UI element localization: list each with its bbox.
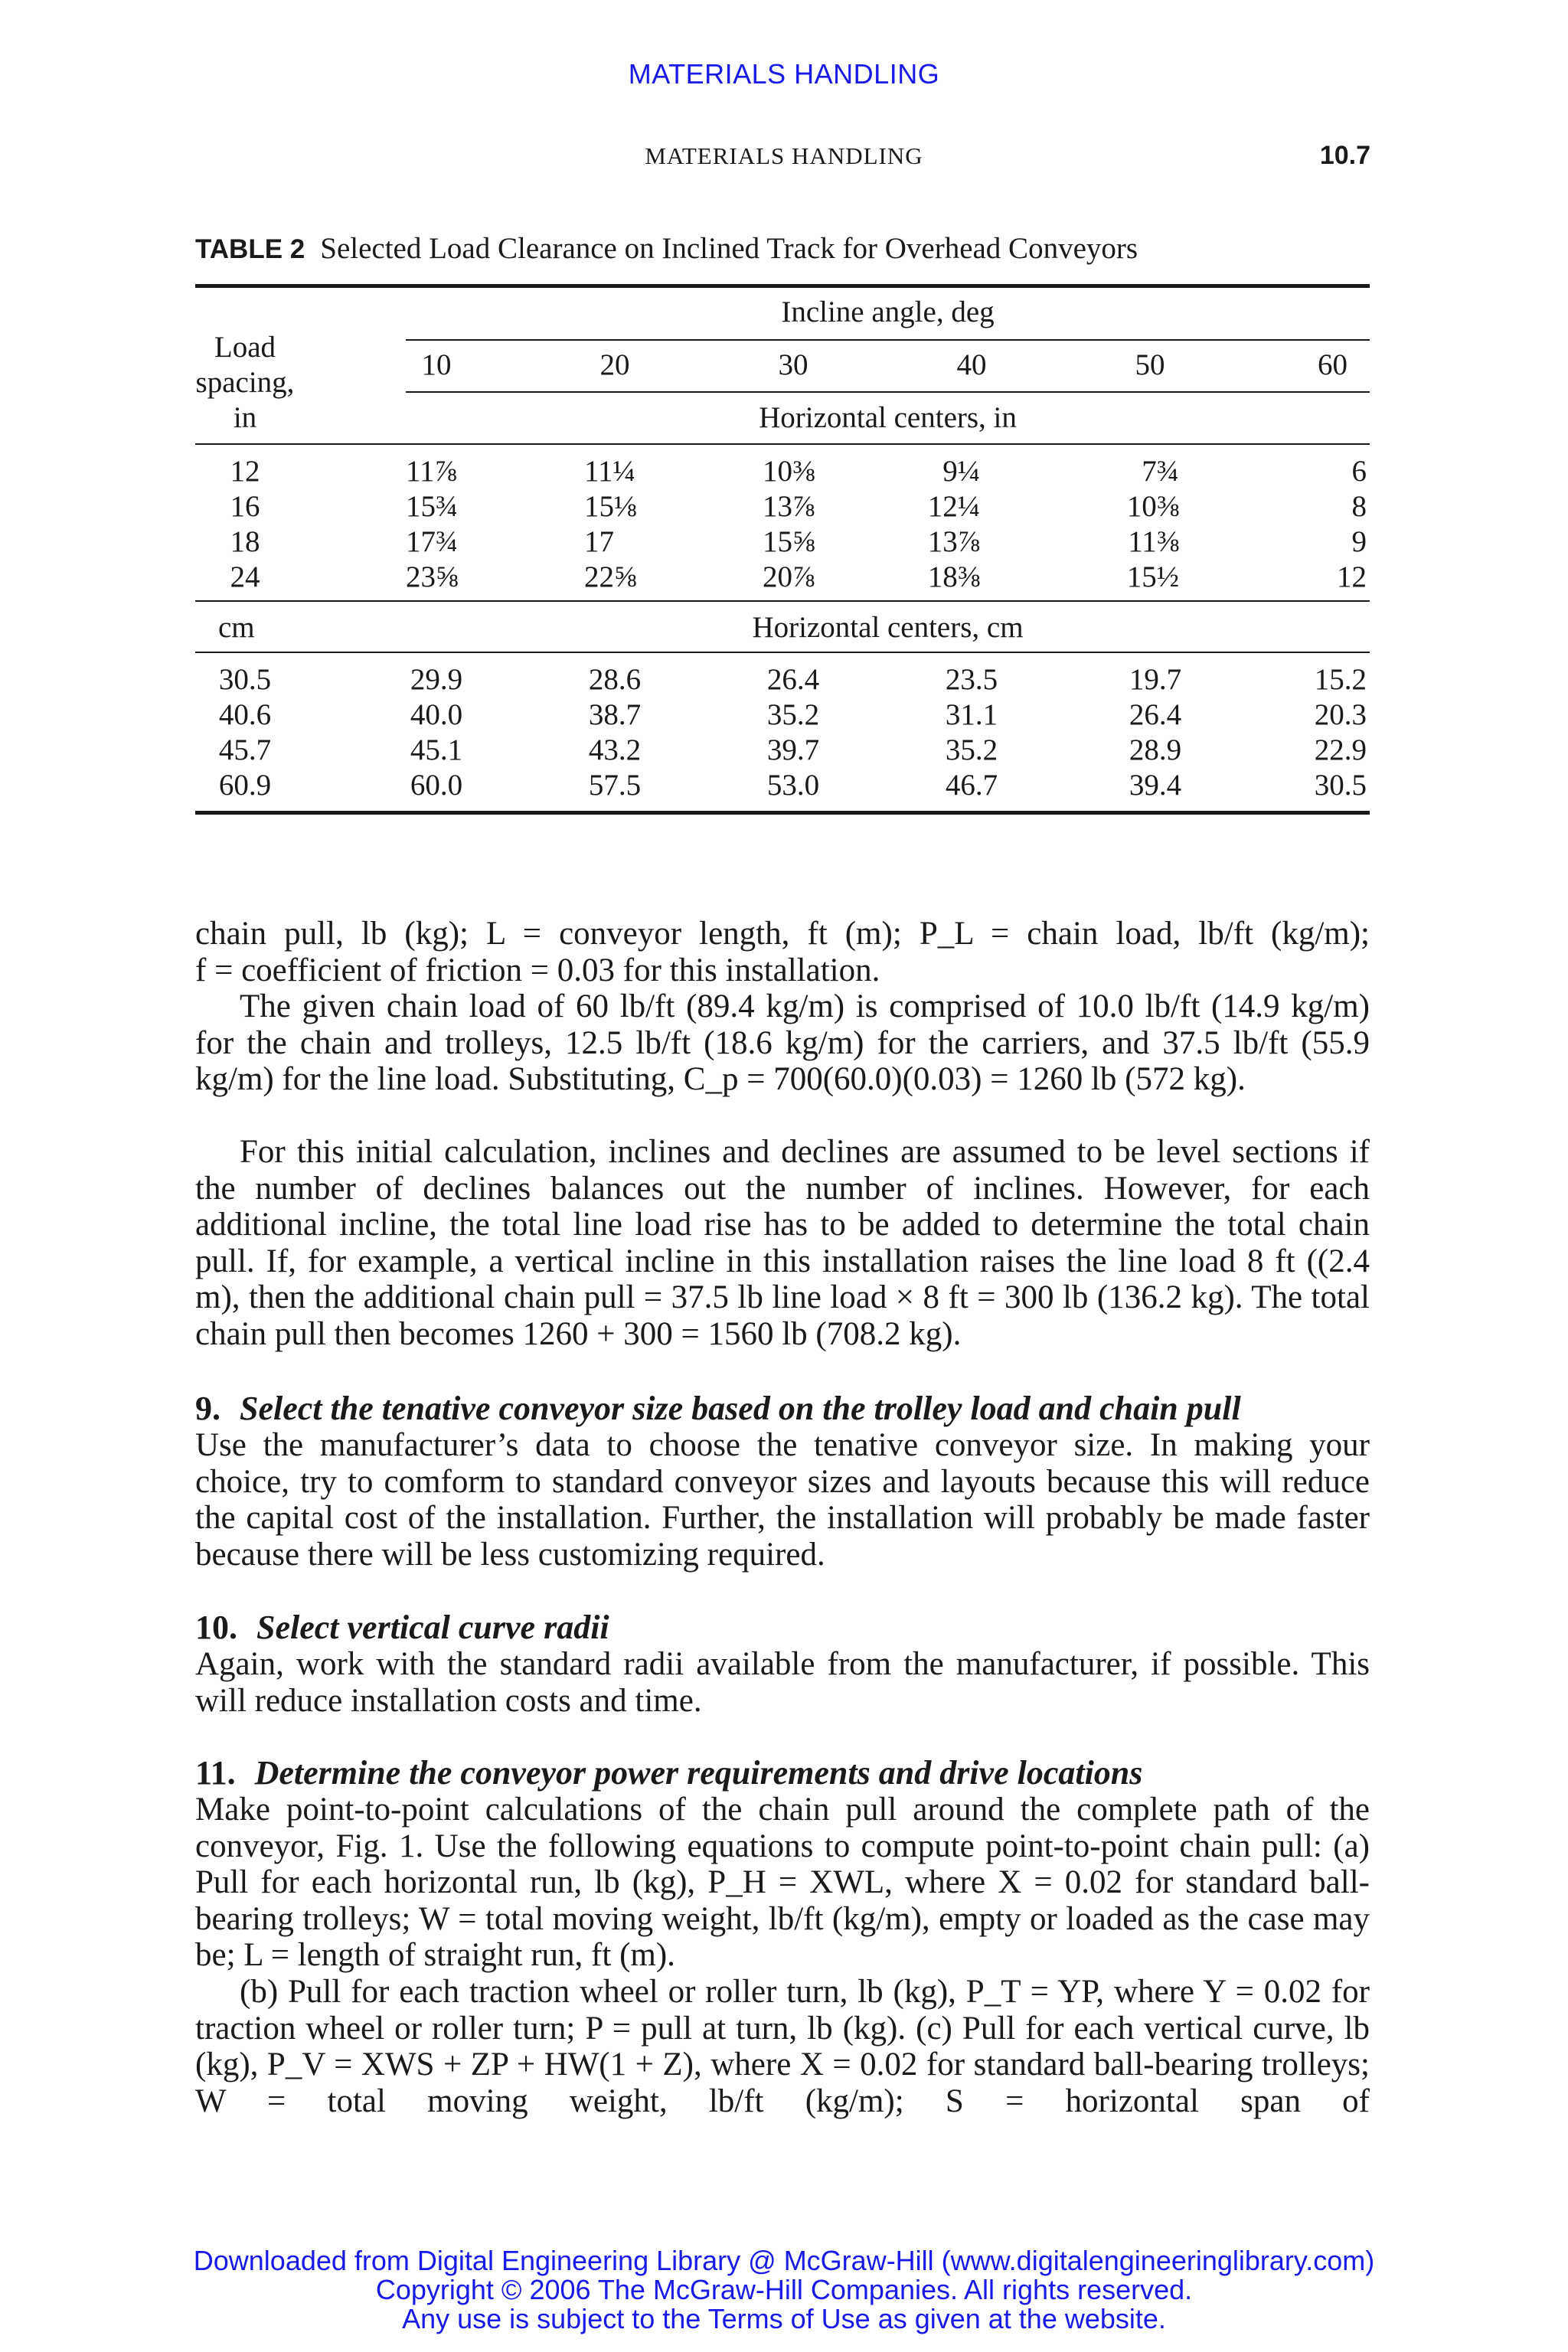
section-9-text: Use the manufacturer’s data to choose the tenative conveyor size. In making your choice, try to comform to standard conveyor sizes and layouts because this will reduce the capital cost of the installation. Further, the installation will probably be made faster because there will be less customizing required. (195, 1427, 1370, 1573)
table-caption-text: Selected Load Clearance on Inclined Track for Overhead Conveyors (320, 232, 1138, 265)
paragraph-1-line-2: f = coefficient of friction = 0.03 for this installation. (195, 952, 880, 988)
table-cell: 60.9 (218, 769, 272, 802)
unit-cm-label: cm (218, 611, 255, 644)
stub-header-line3: in (233, 401, 257, 434)
table-cell: 60.0 (410, 769, 463, 802)
table-cell: 28.9 (1129, 733, 1182, 766)
table-cell: 15.2 (1314, 663, 1367, 696)
angle-header-rule (406, 391, 1370, 393)
table-cell: 15½ (1126, 560, 1179, 593)
footer-terms-line[interactable]: Any use is subject to the Terms of Use as given at the website. (402, 2303, 1166, 2334)
cm-header-bottom-rule (195, 652, 1370, 653)
stub-header-line1: Load (214, 331, 276, 364)
table-cell: 20⅞ (763, 560, 815, 593)
table-cell: 43.2 (588, 733, 642, 766)
section-11-text-2: (b) Pull for each traction wheel or roller turn, lb (kg), P_T = YP, where Y = 0.02 for traction wheel or roller turn; P = pull at turn, lb (kg). (c) Pull for each vertical curve, lb (kg), P_V = XWS + ZP + HW(1 + Z), where X = 0.02 for standard ball-bearing trolleys; W = total moving weight, lb/ft (kg/m); S = horizontal span of (195, 1974, 1370, 2119)
angle-header: 10 (421, 348, 452, 381)
table-cell: 15¾ (406, 490, 459, 523)
table-cell: 11¼ (584, 455, 635, 488)
table-cell: 29.9 (410, 663, 463, 696)
sub-header-in: Horizontal centers, in (759, 401, 1017, 434)
table-label: TABLE 2 (195, 234, 305, 264)
table-cell: 39.7 (766, 733, 820, 766)
paragraph-2: The given chain load of 60 lb/ft (89.4 kg/m) is comprised of 10.0 lb/ft (14.9 kg/m) for the chain and trolleys, 12.5 lb/ft (18.6 kg/m) for the carriers, and 37.5 lb/ft (55.9 kg/m) for the line load. Substituting, C_p = 700(60.0)(0.03) = 1260 lb (572 kg). (195, 988, 1370, 1097)
table-cell: 30.5 (1314, 769, 1367, 802)
table-cell: 20.3 (1314, 698, 1367, 731)
sub-header-cm: Horizontal centers, cm (752, 611, 1024, 644)
table-cell: 24 (230, 560, 260, 593)
table-cell: 15⅝ (763, 525, 815, 558)
table-cell: 31.1 (945, 698, 998, 731)
angle-header: 30 (778, 348, 808, 381)
table-cell: 17 (584, 525, 614, 558)
group-header: Incline angle, deg (781, 296, 995, 328)
table-cell: 23.5 (945, 663, 998, 696)
table-cell: 35.2 (766, 698, 820, 731)
table-cell: 8 (1351, 490, 1367, 523)
paragraph-3: For this initial calculation, inclines and declines are assumed to be level sections if the number of declines balances out the number of inclines. However, for each additional incline, the total line load rise has to be added to determine the total chain pull. If, for example, a vertical incline in this installation raises the line load 8 ft ((2.4 m), then the additional chain pull = 37.5 lb line load × 8 ft = 300 lb (136.2 kg). The total chain pull then becomes 1260 + 300 = 1560 lb (708.2 kg). (195, 1134, 1370, 1352)
table-cell: 12 (230, 455, 260, 488)
table-cell: 9 (1351, 525, 1367, 558)
table-cell: 10⅜ (1126, 490, 1179, 523)
table-caption (195, 231, 1138, 266)
table-cell: 35.2 (945, 733, 998, 766)
section-10-heading (195, 1609, 1370, 1646)
cm-section-top-rule (195, 600, 1370, 602)
table-cell: 26.4 (766, 663, 820, 696)
paragraph-1-line-1: chain pull, lb (kg); L = conveyor length, ft (m); P_L = chain load, lb/ft (kg/m); (195, 916, 1370, 952)
section-11-heading (195, 1755, 1370, 1792)
table-cell: 7¾ (1142, 455, 1179, 488)
section-11-number: 11. (195, 1754, 236, 1792)
table-cell: 10⅜ (763, 455, 815, 488)
table-cell: 46.7 (945, 769, 998, 802)
section-10-title: Select vertical curve radii (256, 1609, 609, 1646)
table-cell: 45.7 (218, 733, 272, 766)
table-cell: 13⅞ (763, 490, 815, 523)
table-cell: 23⅝ (406, 560, 459, 593)
footer-download-line[interactable]: Downloaded from Digital Engineering Library @ McGraw-Hill (www.digitalengineeringlibrary.com) (193, 2245, 1375, 2276)
angle-header: 50 (1135, 348, 1165, 381)
table-cell: 39.4 (1129, 769, 1182, 802)
table-cell: 45.1 (410, 733, 463, 766)
stub-header-line2: spacing, (195, 366, 295, 399)
header-bottom-rule (195, 443, 1370, 445)
section-11-text: Make point-to-point calculations of the chain pull around the complete path of the conveyor, Fig. 1. Use the following equations to compute point-to-point chain pull: (a) Pull for each horizontal run, lb (kg), P_H = XWL, where X = 0.02 for standard ball-bearing trolleys; W = total moving weight, lb/ft (kg/m), empty or loaded as the case may be; L = length of straight run, ft (m). (195, 1792, 1370, 1973)
table-cell: 12 (1337, 560, 1367, 593)
table-bottom-rule (195, 811, 1370, 815)
table-cell: 9¼ (942, 455, 980, 488)
section-9-title: Select the tenative conveyor size based on the trolley load and chain pull (240, 1390, 1241, 1427)
section-10-number: 10. (195, 1609, 237, 1646)
table-cell: 18⅜ (927, 560, 980, 593)
table-cell: 26.4 (1129, 698, 1182, 731)
group-header-rule (406, 339, 1370, 341)
table-cell: 13⅞ (927, 525, 980, 558)
footer-copyright-line: Copyright © 2006 The McGraw-Hill Companies. All rights reserved. (375, 2274, 1193, 2305)
section-11-title: Determine the conveyor power requirements and drive locations (254, 1754, 1143, 1792)
table-cell: 38.7 (588, 698, 642, 731)
table-cell: 30.5 (218, 663, 272, 696)
table-cell: 57.5 (588, 769, 642, 802)
section-9-number: 9. (195, 1390, 220, 1427)
table-cell: 18 (230, 525, 260, 558)
table-cell: 22.9 (1314, 733, 1367, 766)
table-cell: 19.7 (1129, 663, 1182, 696)
table-cell: 15⅛ (584, 490, 637, 523)
angle-header: 40 (956, 348, 987, 381)
table-cell: 22⅝ (584, 560, 637, 593)
table-cell: 11⅞ (406, 455, 457, 488)
table-cell: 11⅜ (1128, 525, 1179, 558)
table-cell: 40.6 (218, 698, 272, 731)
table-cell: 16 (230, 490, 260, 523)
section-10-text: Again, work with the standard radii available from the manufacturer, if possible. This will reduce installation costs and time. (195, 1646, 1370, 1719)
table-cell: 53.0 (766, 769, 820, 802)
top-link[interactable]: MATERIALS HANDLING (628, 58, 940, 90)
table-cell: 12¼ (927, 490, 980, 523)
page-number: 10.7 (1319, 141, 1370, 170)
table-cell: 17¾ (406, 525, 459, 558)
table-cell: 28.6 (588, 663, 642, 696)
table-cell: 6 (1351, 455, 1367, 488)
angle-header: 60 (1318, 348, 1348, 381)
section-9-heading (195, 1390, 1370, 1427)
table-top-rule (195, 284, 1370, 288)
angle-header: 20 (599, 348, 630, 381)
running-head: MATERIALS HANDLING (645, 142, 923, 169)
table-cell: 40.0 (410, 698, 463, 731)
